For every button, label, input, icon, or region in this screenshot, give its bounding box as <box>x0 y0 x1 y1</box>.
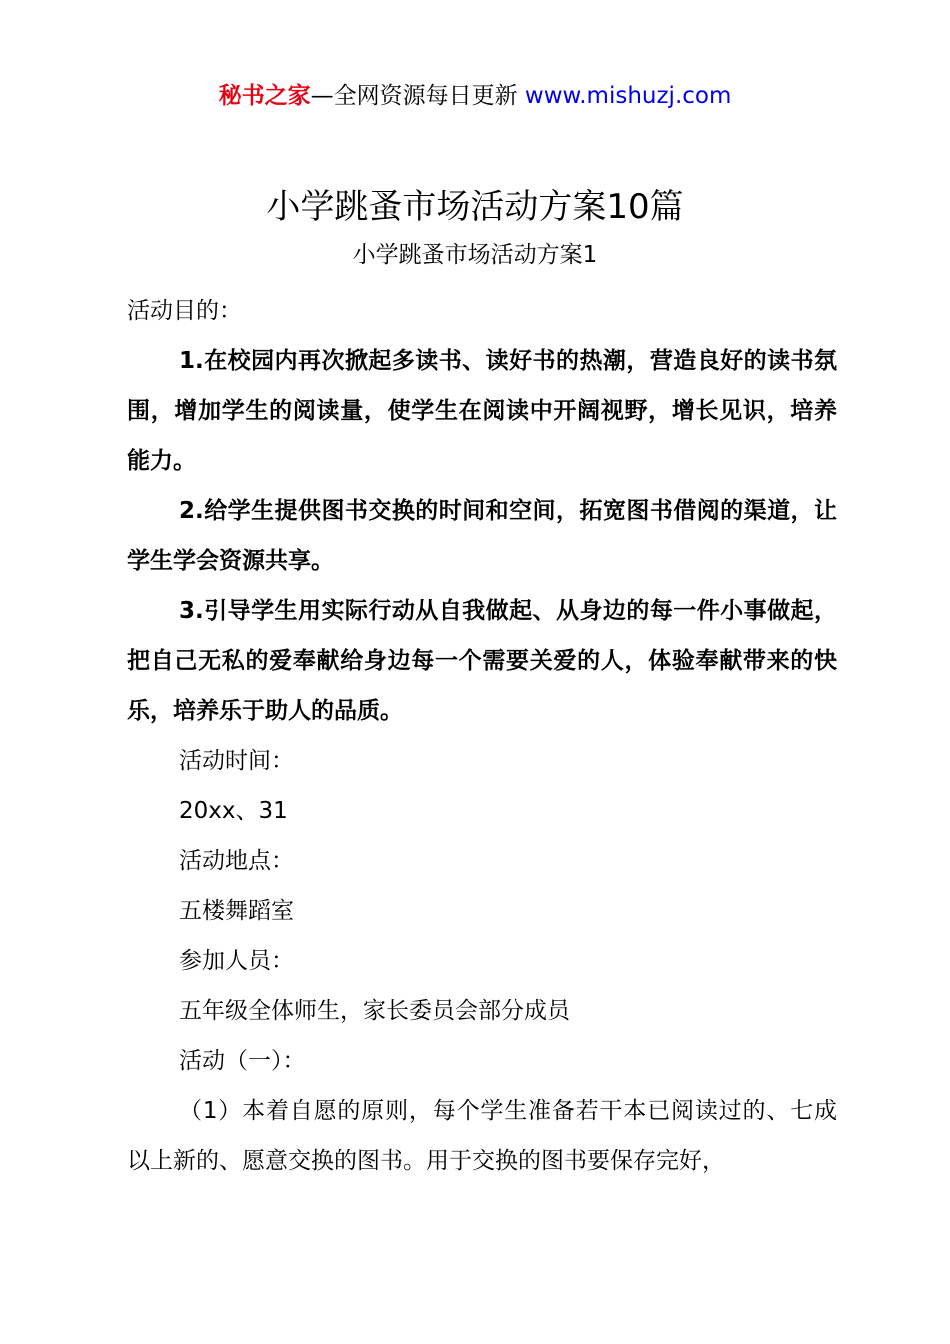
brand-name: 秘书之家 <box>218 83 311 109</box>
participants-value: 五年级全体师生，家长委员会部分成员 <box>179 998 570 1024</box>
section-heading-time: 活动时间： <box>179 748 294 774</box>
activity-location-value: 五楼舞蹈室 <box>179 898 294 924</box>
document-subtitle: 小学跳蚤市场活动方案1 <box>352 242 598 268</box>
document-title: 小学跳蚤市场活动方案10篇 <box>266 187 684 227</box>
section-heading-activity-1: 活动（一）： <box>179 1048 306 1074</box>
activity-1-item-1: （1）本着自愿的原则，每个学生准备若干本已阅读过的、七成以上新的、愿意交换的图书。用于交换的图书要保存完好， <box>127 1098 837 1174</box>
document-body <box>127 286 837 1186</box>
purpose-item-3: 3.引导学生用实际行动从自我做起、从身边的每一件小事做起，把自己无私的爱奉献给身边每一个需要关爱的人，体验奉献带来的快乐，培养乐于助人的品质。 <box>127 598 837 724</box>
site-header <box>0 80 950 112</box>
section-heading-location: 活动地点： <box>179 848 294 874</box>
section-heading-purpose: 活动目的： <box>127 298 242 324</box>
activity-time-value: 20xx、31 <box>179 798 288 824</box>
site-url-link[interactable]: www.mishuzj.com <box>524 83 732 109</box>
purpose-item-2: 2.给学生提供图书交换的时间和空间，拓宽图书借阅的渠道，让学生学会资源共享。 <box>127 498 837 574</box>
site-tagline: —全网资源每日更新 <box>310 83 518 109</box>
section-heading-participants: 参加人员： <box>179 948 294 974</box>
purpose-item-1: 1.在校园内再次掀起多读书、读好书的热潮，营造良好的读书氛围，增加学生的阅读量，使学生在阅读中开阔视野，增长见识，培养能力。 <box>127 348 837 474</box>
